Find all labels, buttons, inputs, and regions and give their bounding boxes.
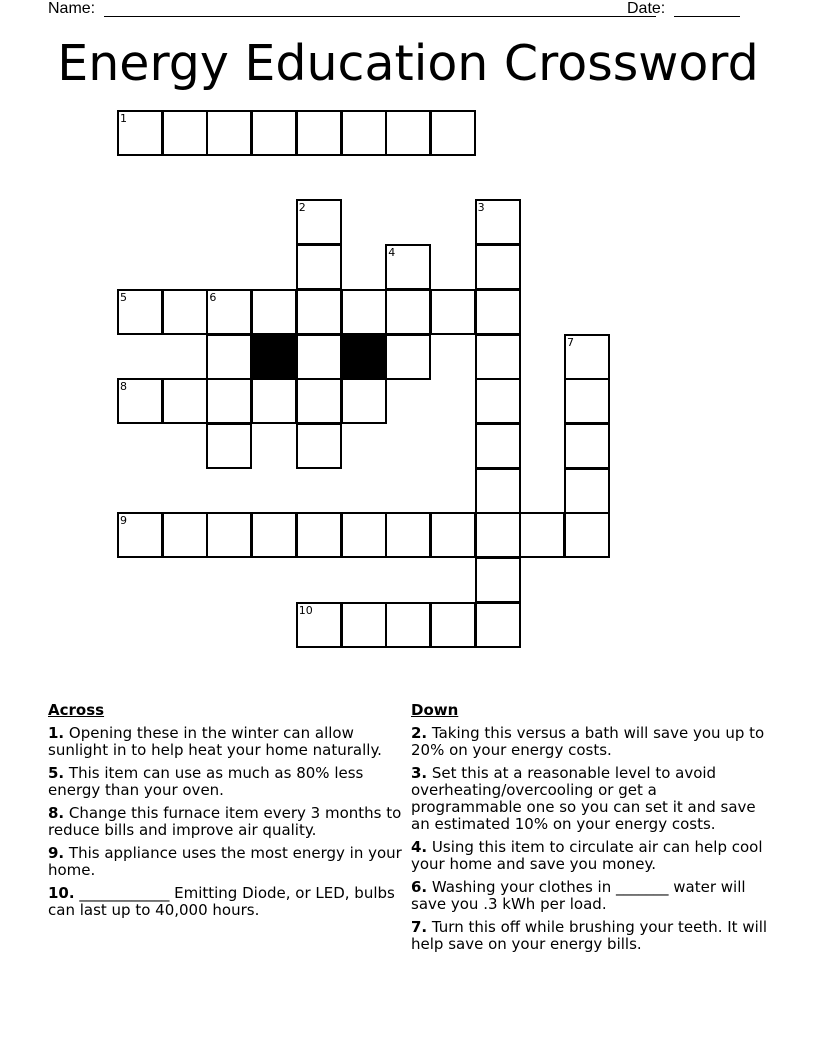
clue-number: 5 [120,290,127,304]
date-label: Date: [627,0,666,17]
grid-cell[interactable] [475,334,521,380]
grid-cell[interactable] [564,468,610,514]
grid-cell[interactable] [385,289,431,335]
across-clue [48,765,403,799]
clue-number: 2 [298,201,306,215]
clue-text: Taking this versus a bath will save you up to 20% on your energy costs. [411,724,765,759]
grid-cell[interactable] [475,557,521,603]
grid-cell[interactable] [162,289,208,335]
grid-cell[interactable] [475,289,521,335]
clue-text: Using this item to circulate air can help cool your home and save you money. [411,838,763,873]
clue-text: Change this furnace item every 3 months to reduce bills and improve air quality. [48,804,402,839]
grid-cell[interactable] [430,602,476,648]
grid-cell[interactable] [385,244,431,290]
across-heading: Across [48,701,105,719]
grid-cell[interactable] [341,512,387,558]
grid-cell[interactable] [475,244,521,290]
grid-cell[interactable] [251,512,297,558]
grid-cell[interactable] [296,512,342,558]
grid-cell[interactable] [117,512,163,558]
clue-number: 6 [209,290,217,304]
grid-cell[interactable] [430,289,476,335]
clue-text: Washing your clothes in _______ water will save you .3 kWh per load. [411,878,746,913]
clue-number-label: 7. [411,918,428,936]
grid-cell[interactable] [475,423,521,469]
clue-text: Set this at a reasonable level to avoid overheating/overcooling or get a programmable one so you can set it and save an estimated 10% on your energy costs. [411,764,756,833]
clue-text: This appliance uses the most energy in your home. [48,844,402,879]
clue-number: 1 [120,112,127,125]
grid-cell[interactable] [117,378,163,424]
grid-cell[interactable] [296,110,342,156]
clue-number: 7 [567,335,574,349]
grid-cell[interactable] [519,512,565,558]
grid-cell[interactable] [564,334,610,380]
grid-cell[interactable] [296,334,342,380]
grid-cell[interactable] [475,512,521,558]
grid-cell[interactable] [206,378,252,424]
grid-cell[interactable] [341,110,387,156]
grid-cell[interactable] [430,110,476,156]
grid-cell[interactable] [251,110,297,156]
grid-cell[interactable] [385,512,431,558]
clue-number-label: 6. [411,878,428,896]
grid-cell[interactable] [206,423,252,469]
down-clue [411,765,771,833]
grid-cell[interactable] [296,244,342,290]
grid-cell[interactable] [162,110,208,156]
clue-text: Turn this off while brushing your teeth. It will help save on your energy bills. [411,918,768,953]
clue-text: ____________ Emitting Diode, or LED, bulbs can last up to 40,000 hours. [48,884,395,919]
clue-number-label: 10. [48,884,75,902]
across-clue [48,725,403,759]
grid-cell[interactable] [296,199,342,245]
clue-text: This item can use as much as 80% less energy than your oven. [48,764,364,799]
clue-number: 3 [477,201,485,215]
across-clue [48,885,403,919]
clue-number-label: 8. [48,804,65,822]
grid-cell[interactable] [296,289,342,335]
clue-number-label: 4. [411,838,428,856]
grid-cell[interactable] [564,378,610,424]
grid-block [341,334,387,380]
grid-cell[interactable] [430,512,476,558]
down-clue [411,725,771,759]
grid-cell[interactable] [341,602,387,648]
grid-cell[interactable] [341,289,387,335]
grid-cell[interactable] [296,423,342,469]
grid-cell[interactable] [117,289,163,335]
clue-number: 4 [388,246,396,260]
grid-cell[interactable] [475,468,521,514]
grid-cell[interactable] [206,110,252,156]
clue-number: 9 [120,514,127,528]
clue-number-label: 9. [48,844,65,862]
down-clue [411,919,771,953]
grid-cell[interactable] [206,334,252,380]
grid-cell[interactable] [117,110,163,156]
grid-cell[interactable] [385,110,431,156]
down-heading: Down [411,701,459,719]
grid-cell[interactable] [206,512,252,558]
across-clue [48,845,403,879]
grid-cell[interactable] [162,512,208,558]
down-clues [411,702,771,959]
across-clues [48,702,403,925]
grid-cell[interactable] [206,289,252,335]
grid-cell[interactable] [475,378,521,424]
grid-cell[interactable] [385,602,431,648]
grid-cell[interactable] [296,602,342,648]
grid-cell[interactable] [251,378,297,424]
grid-cell[interactable] [475,602,521,648]
grid-cell[interactable] [341,378,387,424]
name-label: Name: [48,0,96,17]
grid-cell[interactable] [162,378,208,424]
clue-number-label: 1. [48,724,65,742]
grid-cell[interactable] [385,334,431,380]
clue-number: 8 [120,380,127,394]
grid-cell[interactable] [296,378,342,424]
grid-cell[interactable] [475,199,521,245]
grid-block [251,334,297,380]
down-clue [411,839,771,873]
page-title: Energy Education Crossword [57,35,759,92]
grid-cell[interactable] [564,512,610,558]
clue-number: 10 [298,603,313,617]
down-clue [411,879,771,913]
grid-cell[interactable] [251,289,297,335]
clue-number-label: 2. [411,724,428,742]
grid-cell[interactable] [564,423,610,469]
clue-number-label: 5. [48,764,65,782]
clue-text: Opening these in the winter can allow sunlight in to help heat your home naturally. [48,724,382,759]
clue-number-label: 3. [411,764,428,782]
across-clue [48,805,403,839]
